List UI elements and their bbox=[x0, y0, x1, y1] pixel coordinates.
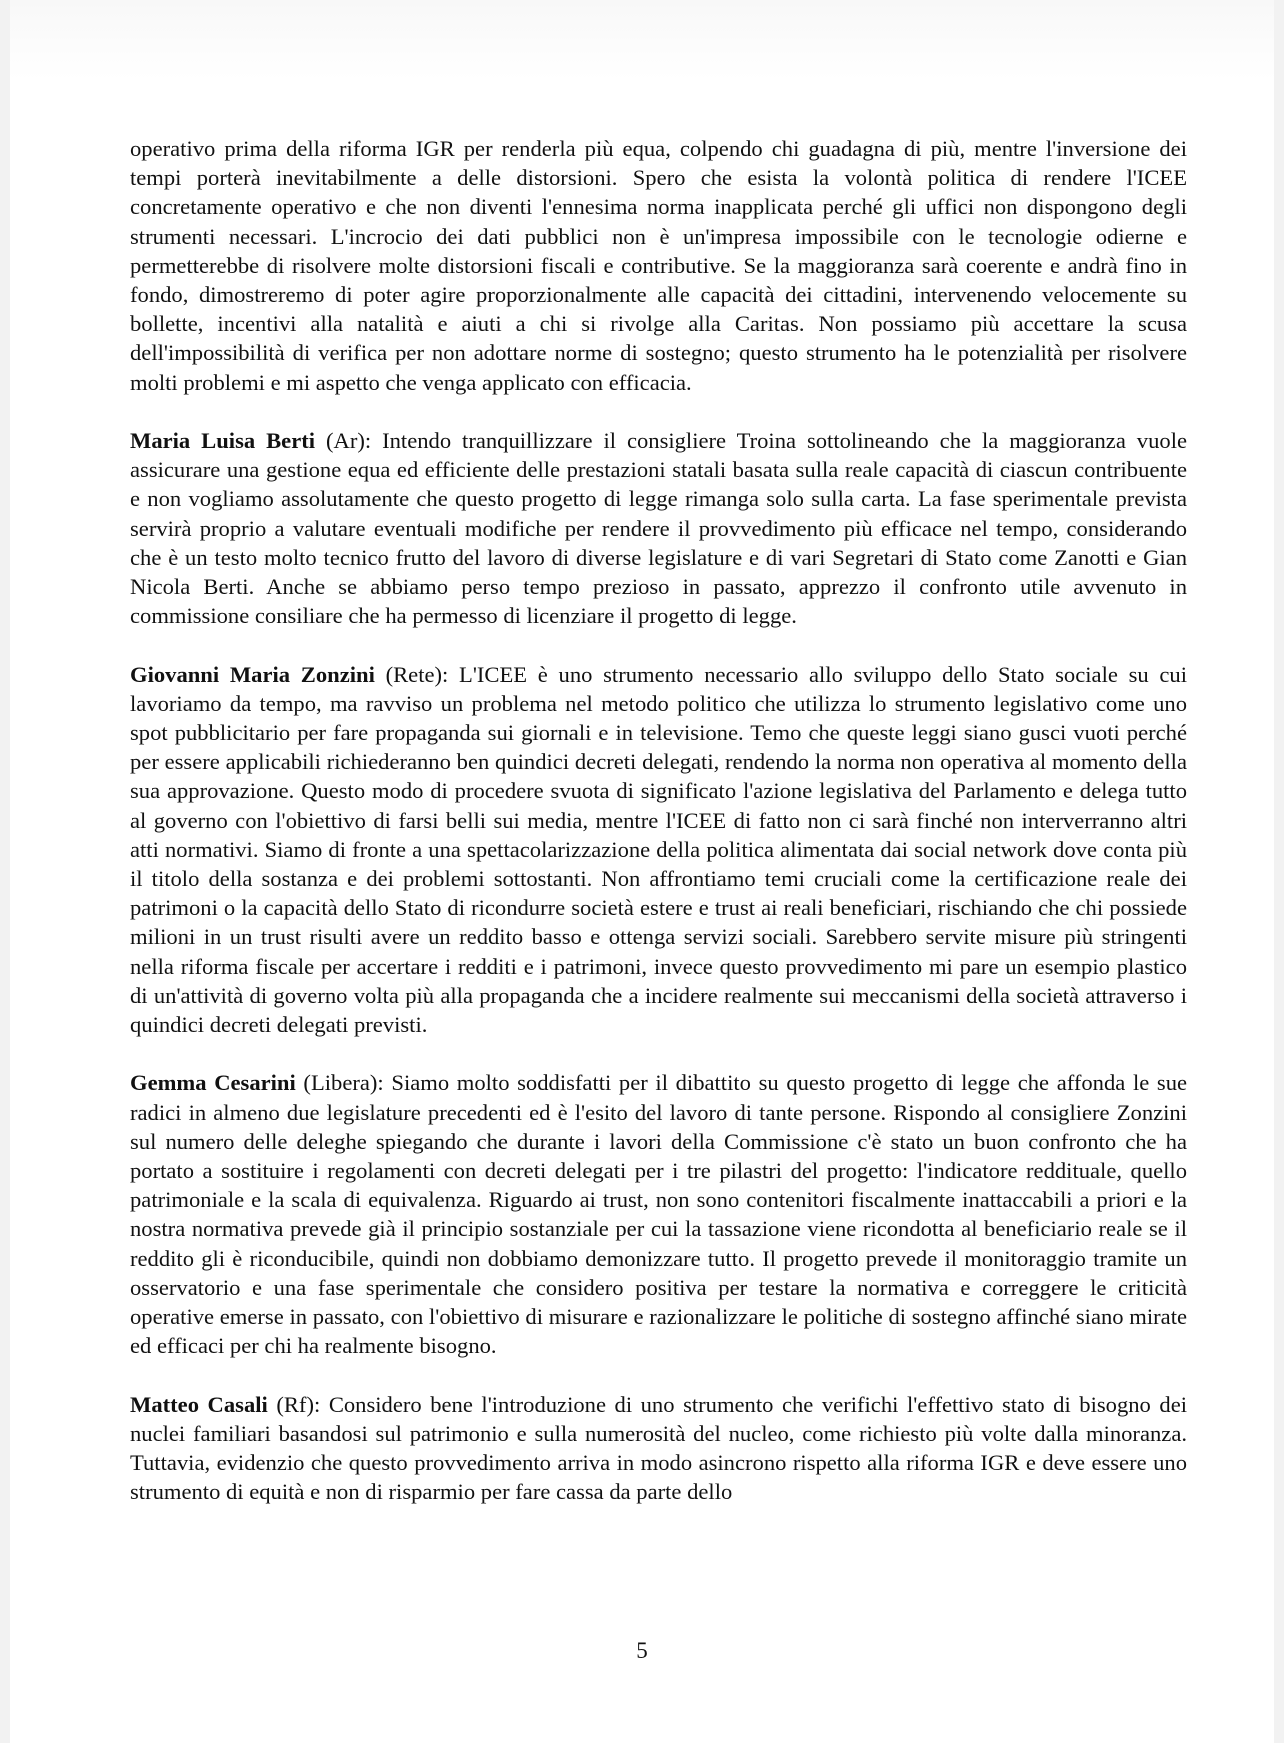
page-top-fade bbox=[10, 0, 1274, 80]
speaker-group: (Libera): bbox=[295, 1070, 392, 1096]
paragraph-text: operativo prima della riforma IGR per renderla più equa, colpendo chi guadagna di più, mentre l'inversione dei tempi porterà inevitabilmente a delle distorsioni. Spero che esista la volontà politica di rendere l'ICEE concretamente operativo e che non diventi l'ennesima norma inapplicata perché gli uffici non dispongono degli strumenti necessari. L'incrocio dei dati pubblici non è un'impresa impossibile con le tecnologie odierne e permetterebbe di risolvere molte distorsioni fiscali e contributive. Se la maggioranza sarà coerente e andrà fino in fondo, dimostreremo di poter agire proporzionalmente alle capacità dei cittadini, intervenendo velocemente su bollette, incentivi alla natalità e aiuti a chi si rivolge alla Caritas. Non possiamo più accettare la scusa dell'impossibilità di verifica per non adottare norme di sostegno; questo strumento ha le potenzialità per risolvere molti problemi e mi aspetto che venga applicato con efficacia. bbox=[130, 136, 1187, 395]
paragraph-text: L'ICEE è uno strumento necessario allo sviluppo dello Stato sociale su cui lavoriamo da tempo, ma ravviso un problema nel metodo politico che utilizza lo strumento legislativo come uno spot pubblicitario per fare propaganda sui giornali e in televisione. Temo che queste leggi siano gusci vuoti perché per essere applicabili richiederanno ben quindici decreti delegati, rendendo la norma non operativa al momento della sua approvazione. Questo modo di procedere svuota di significato l'azione legislativa del Parlamento e delega tutto al governo con l'obiettivo di farsi belli sui media, mentre l'ICEE di fatto non ci sarà finché non interverranno altri atti normativi. Siamo di fronte a una spettacolarizzazione della politica alimentata dai social network dove conta più il titolo della sostanza e dei problemi sottostanti. Non affrontiamo temi cruciali come la certificazione reale dei patrimoni o la capacità dello Stato di ricondurre società estere e trust ai reali beneficiari, rischiando che chi possiede milioni in un trust risulti avere un reddito basso e ottenga servizi sociali. Sarebbero servite misure più stringenti nella riforma fiscale per accertare i redditi e i patrimoni, invece questo provvedimento mi pare un esempio plastico di un'attività di governo volta più alla propaganda che a incidere realmente sui meccanismi della società attraverso i quindici decreti delegati previsti. bbox=[130, 661, 1187, 1038]
paragraph-text: Intendo tranquillizzare il consigliere Troina sottolineando che la maggioranza vuole assicurare una gestione equa ed efficiente delle prestazioni statali basata sulla reale capacità di ciascun contribuente e non vogliamo assolutamente che questo progetto di legge rimanga solo sulla carta. La fase sperimentale prevista servirà proprio a valutare eventuali modifiche per rendere il provvedimento più efficace nel tempo, considerando che è un testo molto tecnico frutto del lavoro di diverse legislature e di vari Segretari di Stato come Zanotti e Gian Nicola Berti. Anche se abbiamo perso tempo prezioso in passato, apprezzo il confronto utile avvenuto in commissione consiliare che ha permesso di licenziare il progetto di legge. bbox=[130, 428, 1187, 629]
speaker-name: Gemma Cesarini bbox=[130, 1070, 296, 1096]
paragraph-text: Considero bene l'introduzione di uno strumento che verifichi l'effettivo stato di bisogno dei nuclei familiari basandosi sul patrimonio e sulla numerosità del nucleo, come richiesto più volte dalla minoranza. Tuttavia, evidenzio che questo provvedimento arriva in modo asincrono rispetto alla riforma IGR e deve essere uno strumento di equità e non di risparmio per fare cassa da parte dello bbox=[130, 1391, 1187, 1505]
paragraph-text: Siamo molto soddisfatti per il dibattito su questo progetto di legge che affonda le sue radici in almeno due legislature precedenti ed è l'esito del lavoro di tante persone. Rispondo al consigliere Zonzini sul numero delle deleghe spiegando che durante i lavori della Commissione c'è stato un buon confronto che ha portato a sostituire i regolamenti con decreti delegati per i tre pilastri del progetto: l'indicatore reddituale, quello patrimoniale e la scala di equivalenza. Riguardo ai trust, non sono contenitori fiscalmente inattaccabili a priori e la nostra normativa prevede già il principio sostanziale per cui la tassazione viene ricondotta al beneficiario reale se il reddito gli è riconducibile, quindi non dobbiamo demonizzare tutto. Il progetto prevede il monitoraggio tramite un osservatorio e una fase sperimentale che considero positiva per testare la normativa e correggere le criticità operative emerse in passato, con l'obiettivo di misurare e razionalizzare le politiche di sostegno affinché siano mirate ed efficaci per chi ha realmente bisogno. bbox=[130, 1070, 1188, 1359]
paragraph-speech bbox=[130, 426, 1187, 630]
paragraph-speech bbox=[130, 660, 1187, 1040]
document-body bbox=[130, 134, 1187, 1536]
speaker-name: Giovanni Maria Zonzini bbox=[130, 661, 375, 687]
paragraph-speech bbox=[130, 1068, 1187, 1360]
paragraph-speech bbox=[130, 1390, 1187, 1507]
speaker-group: (Ar): bbox=[315, 428, 383, 454]
speaker-group: (Rete): bbox=[374, 661, 460, 687]
speaker-name: Matteo Casali bbox=[130, 1391, 268, 1417]
speaker-name: Maria Luisa Berti bbox=[130, 428, 316, 454]
speaker-group: (Rf): bbox=[267, 1391, 329, 1417]
paragraph-continuation bbox=[130, 134, 1187, 397]
document-page bbox=[10, 0, 1274, 1743]
page-number: 5 bbox=[636, 1638, 648, 1663]
